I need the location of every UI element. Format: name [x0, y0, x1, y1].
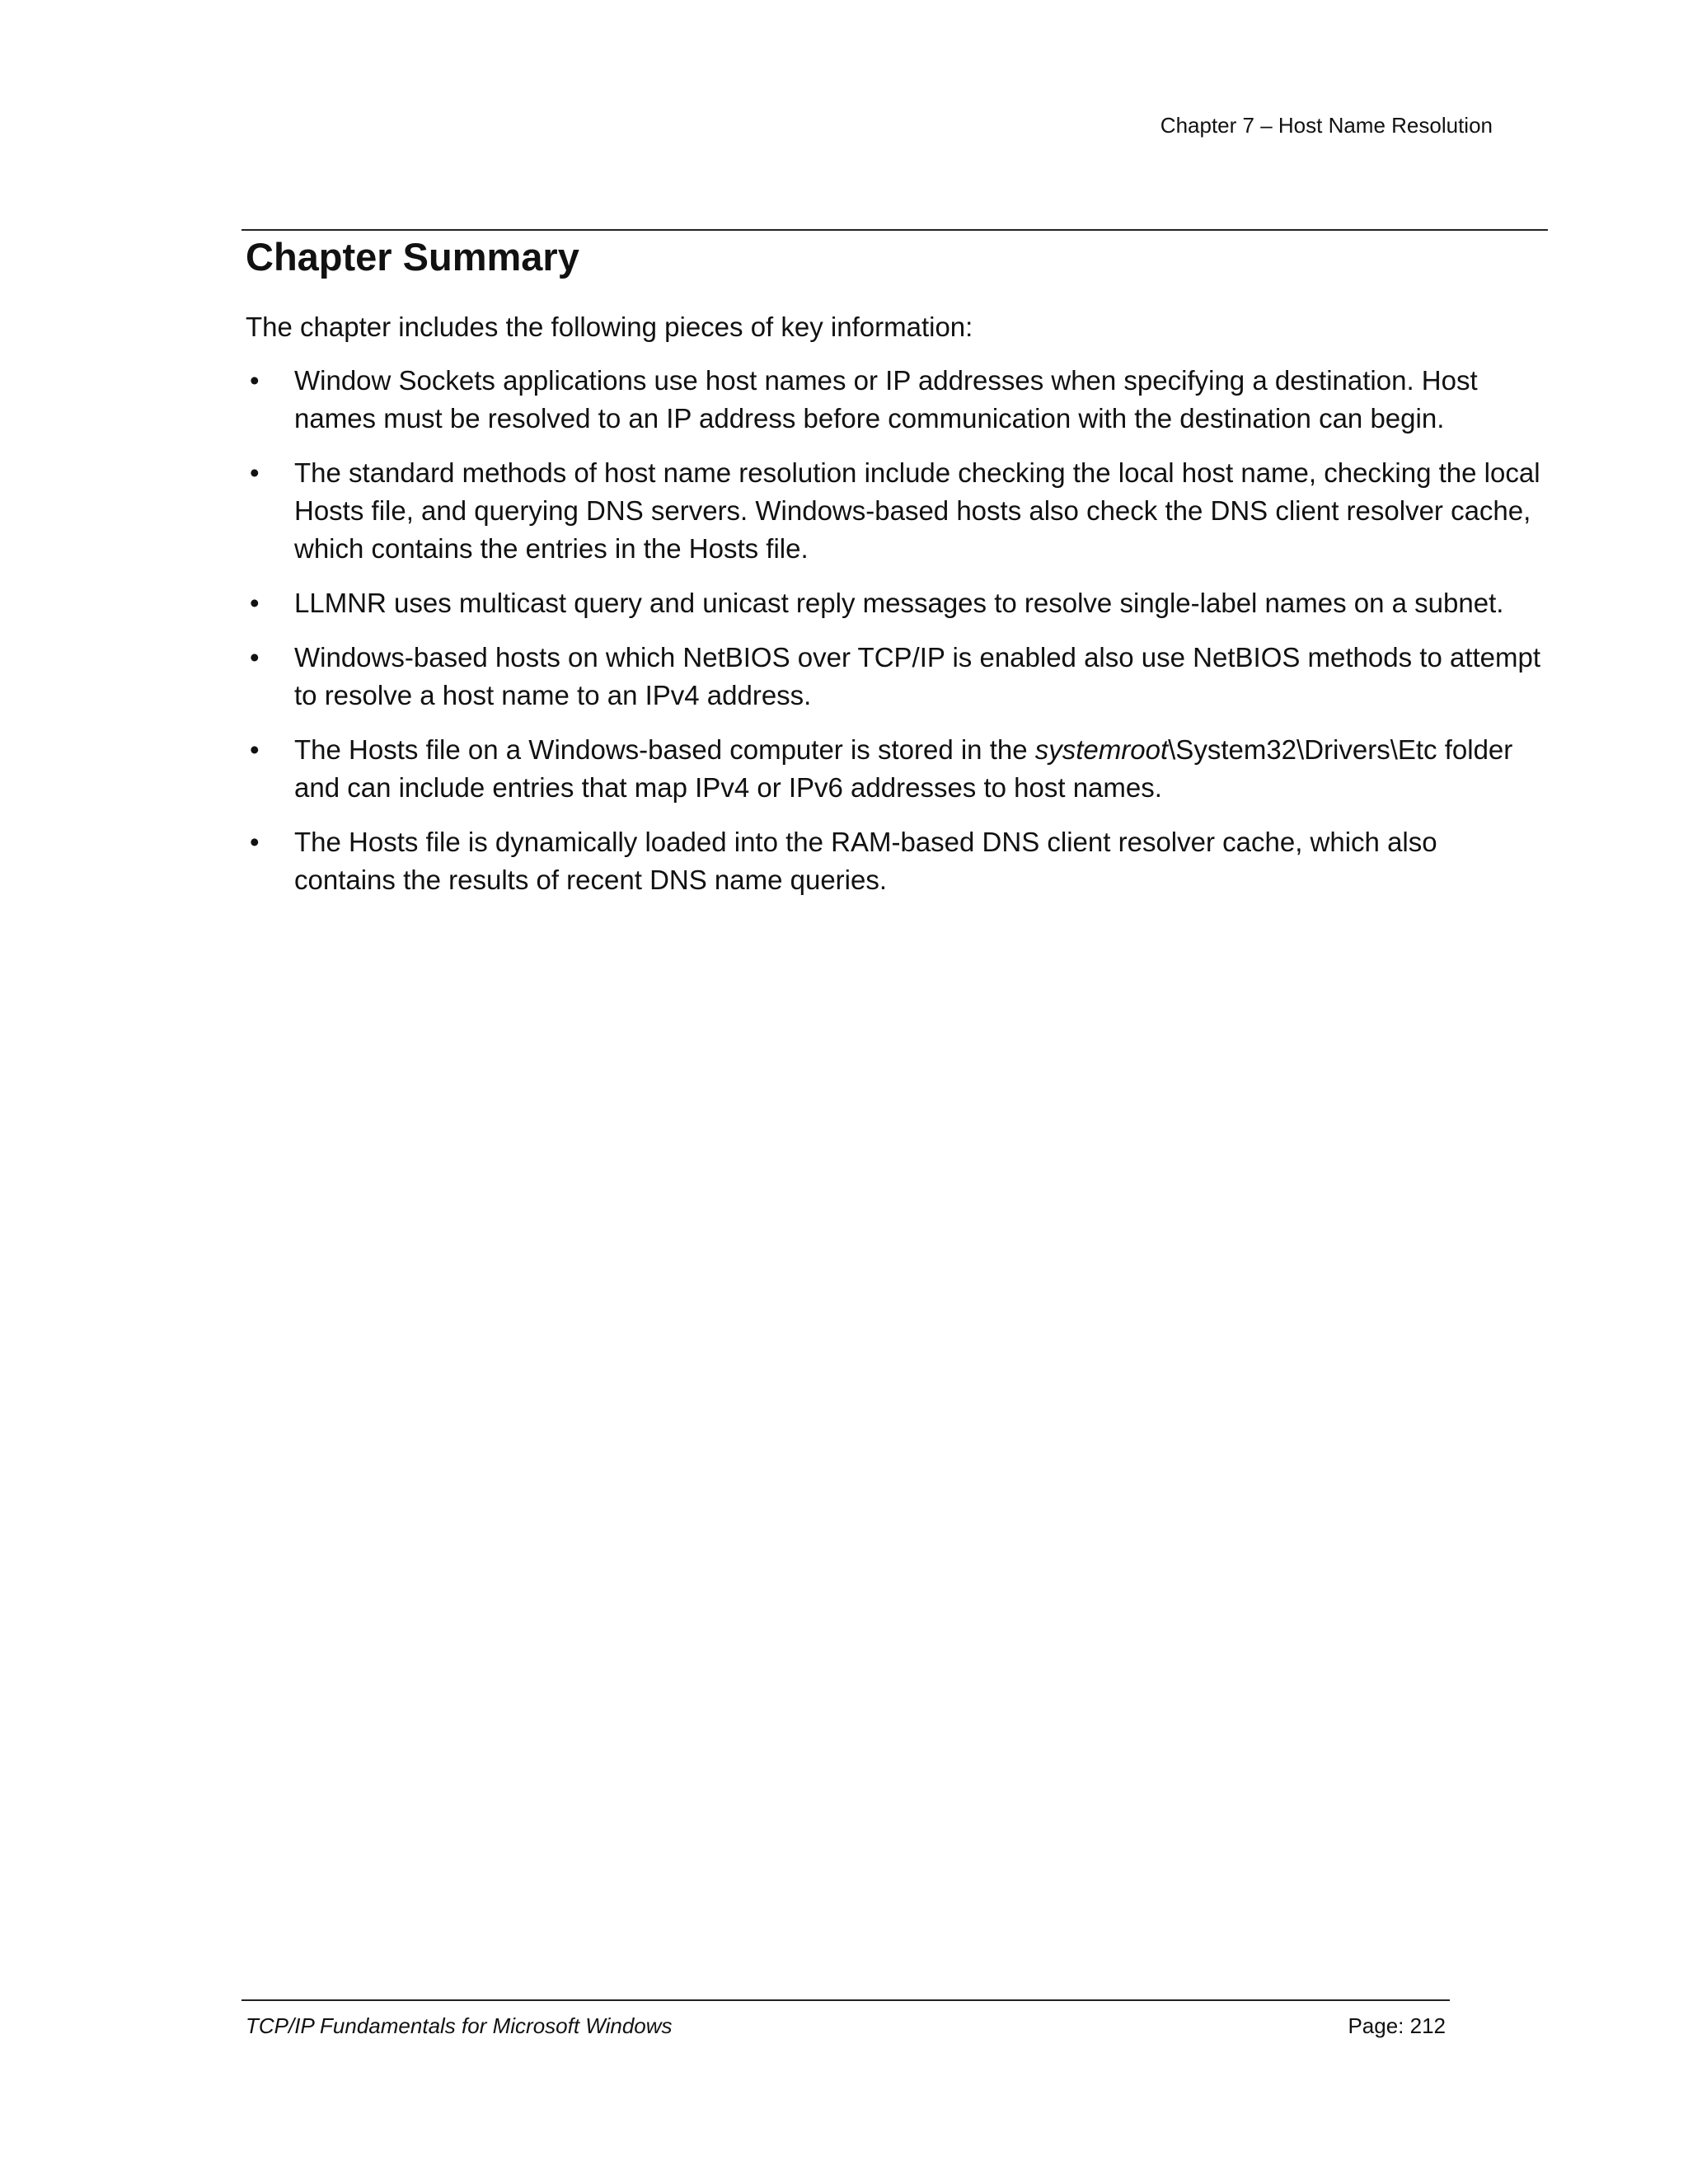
list-item	[246, 454, 1564, 568]
list-item	[246, 584, 1564, 622]
intro-paragraph: The chapter includes the following pieces of key information:	[246, 312, 973, 342]
summary-list	[246, 362, 1564, 916]
list-item	[246, 639, 1564, 715]
bullet-icon: •	[250, 457, 260, 488]
list-item-line	[294, 731, 1564, 769]
bullet-icon: •	[250, 827, 260, 857]
running-header: Chapter 7 – Host Name Resolution	[1160, 113, 1493, 138]
text-segment: \System32\Drivers\Etc folder	[1168, 734, 1513, 765]
list-item	[246, 823, 1564, 899]
list-item-line: Windows-based hosts on which NetBIOS over TCP/IP is enabled also use NetBIOS methods to attempt	[294, 642, 1541, 673]
list-item-line: The Hosts file is dynamically loaded into the RAM-based DNS client resolver cache, which also	[294, 827, 1437, 857]
list-item-line: contains the results of recent DNS name queries.	[294, 865, 888, 895]
list-item-line: names must be resolved to an IP address before communication with the destination can begin.	[294, 403, 1445, 434]
list-item-line: LLMNR uses multicast query and unicast reply messages to resolve single-label names on a subnet.	[294, 588, 1504, 618]
bullet-icon: •	[250, 588, 260, 618]
text-segment: The Hosts file on a Windows-based computer is stored in the	[294, 734, 1035, 765]
list-item	[246, 362, 1564, 438]
header-rule	[241, 229, 1548, 231]
list-item-line: Window Sockets applications use host names or IP addresses when specifying a destination. Host	[294, 365, 1478, 396]
footer-book-title: TCP/IP Fundamentals for Microsoft Windows	[246, 2013, 673, 2038]
list-item	[246, 731, 1564, 807]
footer-page-number: Page: 212	[1348, 2013, 1446, 2038]
list-item-line: Hosts file, and querying DNS servers. Windows-based hosts also check the DNS client resolver cache,	[294, 495, 1531, 526]
footer-rule	[241, 1999, 1450, 2001]
bullet-icon: •	[250, 734, 260, 765]
list-item-line: which contains the entries in the Hosts file.	[294, 533, 809, 564]
section-title: Chapter Summary	[246, 235, 579, 279]
list-item-line: and can include entries that map IPv4 or IPv6 addresses to host names.	[294, 772, 1162, 803]
bullet-icon: •	[250, 365, 260, 396]
italic-term: systemroot	[1034, 734, 1169, 765]
list-item-line: The standard methods of host name resolution include checking the local host name, checking the local	[294, 457, 1540, 488]
list-item-line: to resolve a host name to an IPv4 address.	[294, 680, 812, 710]
bullet-icon: •	[250, 642, 260, 673]
